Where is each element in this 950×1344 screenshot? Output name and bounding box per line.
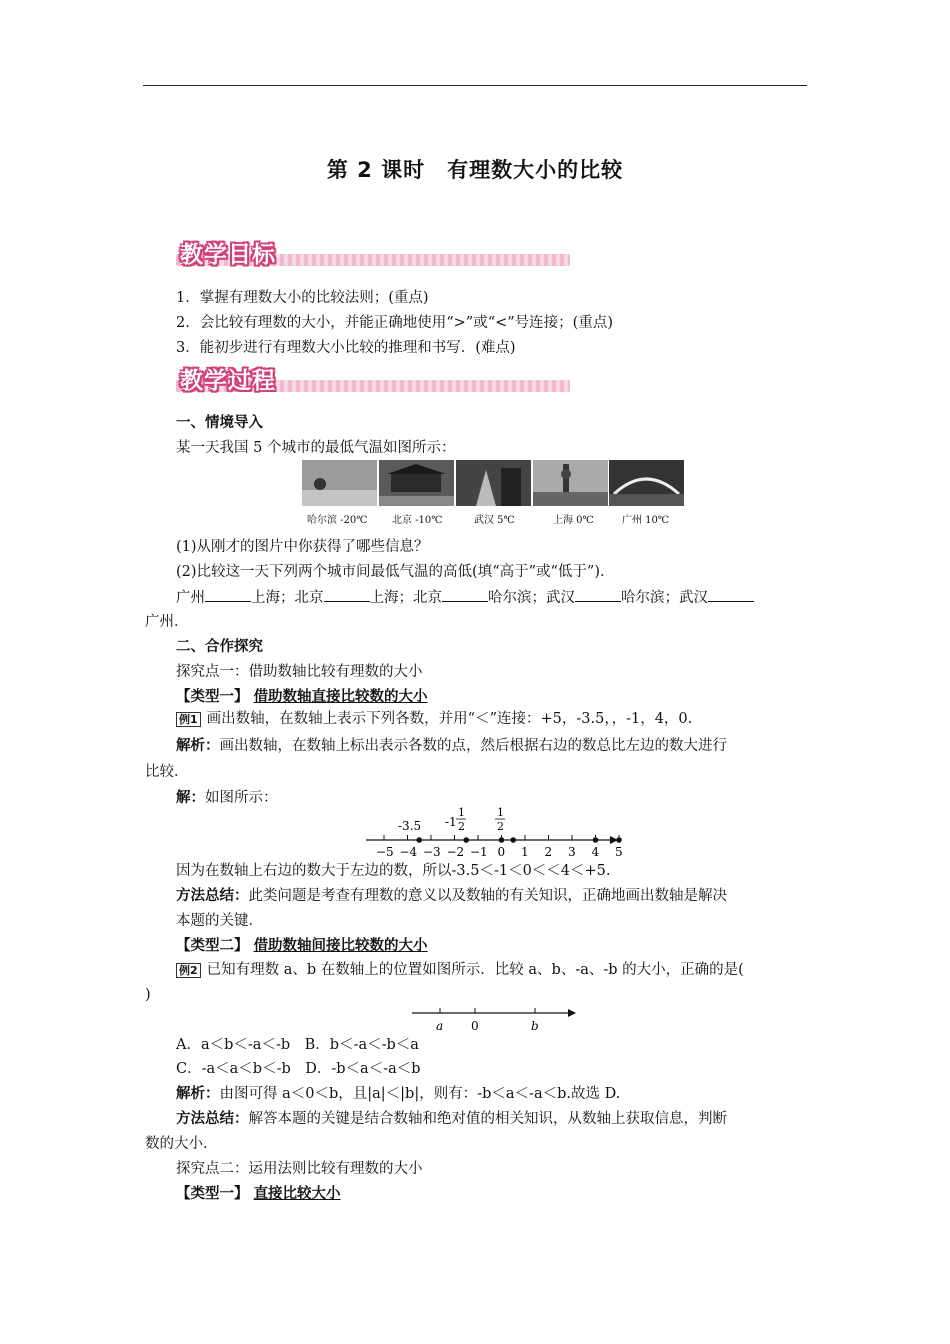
type-tag: 【类型一】 — [176, 1186, 249, 1202]
fill-line-end: 广州． — [145, 614, 189, 630]
label-b: b — [531, 1019, 539, 1033]
data-point — [616, 837, 622, 843]
ex2-method — [176, 1109, 727, 1129]
label-neg-1-half-den: 2 — [458, 820, 465, 833]
banner-label: 教学过程 — [180, 368, 276, 394]
type1-heading — [176, 687, 428, 707]
label-half-num: 1 — [497, 806, 504, 819]
type-tag: 【类型一】 — [176, 689, 249, 705]
label-neg-1-half-whole: -1 — [445, 815, 457, 829]
section1-heading: 一、情境导入 — [176, 415, 263, 431]
section1-intro: 某一天我国 5 个城市的最低气温如图所示： — [176, 440, 456, 456]
ex1-conclusion: 因为在数轴上右边的数大于左边的数，所以-3.5＜-1＜0＜＜4＜+5. — [176, 863, 611, 879]
answer-blank[interactable] — [324, 587, 370, 602]
analysis-text: 画出数轴，在数轴上标出表示各数的点，然后根据右边的数总比左边的数大进行 — [219, 738, 727, 754]
solution-label: 解： — [176, 790, 205, 806]
options-cd: C．-a＜a＜b＜-b D．-b＜a＜-a＜b — [176, 1061, 421, 1077]
example-2 — [176, 960, 744, 980]
point1-heading: 探究点一：借助数轴比较有理数的大小 — [176, 664, 423, 680]
ex1-method — [176, 886, 727, 906]
method-label: 方法总结： — [176, 888, 249, 904]
answer-blank[interactable] — [575, 587, 621, 602]
solution-text: 如图所示： — [205, 790, 278, 806]
caption-shanghai: 上海 0℃ — [553, 515, 594, 526]
tick-label: 5 — [615, 845, 623, 859]
tick-label: −4 — [399, 845, 418, 859]
tick-label: 2 — [544, 845, 553, 859]
wuhan-photo — [456, 460, 531, 506]
tick-label: −1 — [470, 845, 488, 859]
ex1-method-cont: 本题的关键． — [176, 913, 263, 929]
data-point — [510, 837, 516, 843]
fill-text: 上海；北京 — [251, 590, 324, 606]
tick-label: 4 — [591, 845, 600, 859]
data-point — [416, 837, 422, 843]
answer-blank[interactable] — [205, 587, 251, 602]
method-text: 此类问题是考查有理数的意义以及数轴的有关知识，正确地画出数轴是解决 — [248, 888, 727, 904]
example-text: 已知有理数 a、b 在数轴上的位置如图所示．比较 a、b、-a、-b 的大小，正确的是( — [206, 962, 744, 978]
tick-label: −3 — [423, 845, 441, 859]
example-badge: 例1 — [176, 712, 201, 727]
banner-label: 教学目标 — [180, 242, 276, 268]
example-2-cont: ) — [145, 987, 151, 1003]
analysis-text: 由图可得 a＜0＜b，且|a|＜|b|，则有：-b＜a＜-a＜b.故选 D. — [219, 1086, 621, 1102]
analysis-label: 解析： — [176, 1086, 220, 1102]
caption-beijing: 北京 -10℃ — [392, 515, 443, 526]
label-a: a — [436, 1019, 444, 1033]
type-title: 借助数轴间接比较数的大小 — [253, 938, 428, 954]
number-line-2 — [408, 1004, 578, 1034]
ex1-analysis-cont: 比较． — [145, 764, 189, 780]
type-tag: 【类型二】 — [176, 938, 249, 954]
arrow-head — [568, 1009, 576, 1017]
tick-label: 0 — [497, 845, 506, 859]
example-text: 画出数轴，在数轴上表示下列各数，并用“＜”连接：+5，-3.5，，-1，4，0. — [206, 711, 693, 727]
tick-label: 3 — [568, 845, 576, 859]
options-ab: A．a＜b＜-a＜-b B．b＜-a＜-b＜a — [176, 1037, 419, 1053]
method-label: 方法总结： — [176, 1111, 249, 1127]
number-line-1 — [360, 802, 623, 862]
label-half-den: 2 — [497, 820, 504, 833]
caption-guangzhou: 广州 10℃ — [622, 515, 670, 526]
label-neg-1-half-num: 1 — [458, 806, 465, 819]
question-1: (1)从刚才的图片中你获得了哪些信息？ — [176, 539, 429, 555]
fill-text: 哈尔滨；武汉 — [488, 590, 575, 606]
caption-harbin: 哈尔滨 -20℃ — [307, 515, 368, 526]
banner-process — [176, 362, 570, 396]
guangzhou-photo — [609, 460, 684, 506]
label-neg-3-5: -3.5 — [398, 819, 422, 833]
example-badge: 例2 — [176, 963, 201, 978]
banner-goals — [176, 236, 570, 270]
analysis-label: 解析： — [176, 738, 220, 754]
ex1-analysis — [176, 736, 727, 756]
goal-1: 1．掌握有理数大小的比较法则；(重点) — [176, 290, 429, 306]
fill-text: 哈尔滨；武汉 — [621, 590, 708, 606]
fill-line — [176, 587, 754, 608]
shanghai-photo — [533, 460, 608, 506]
data-point — [499, 837, 505, 843]
ex2-method-cont: 数的大小． — [145, 1136, 218, 1152]
fill-text: 上海；北京 — [369, 590, 442, 606]
goal-3: 3．能初步进行有理数大小比较的推理和书写．(难点) — [176, 340, 516, 356]
answer-blank[interactable] — [442, 587, 488, 602]
example-1 — [176, 709, 692, 729]
section2-heading: 二、合作探究 — [176, 639, 263, 655]
method-text: 解答本题的关键是结合数轴和绝对值的相关知识，从数轴上获取信息，判断 — [248, 1111, 727, 1127]
type3-heading — [176, 1184, 341, 1204]
caption-wuhan: 武汉 5℃ — [474, 515, 515, 526]
goal-2: 2．会比较有理数的大小，并能正确地使用“>”或“<”号连接；(重点) — [176, 315, 613, 331]
question-2: (2)比较这一天下列两个城市间最低气温的高低(填“高于”或“低于”)． — [176, 564, 615, 580]
answer-blank[interactable] — [708, 587, 754, 602]
page-title: 第 2 课时 有理数大小的比较 — [326, 158, 624, 182]
label-zero: 0 — [471, 1019, 479, 1033]
header-rule — [143, 85, 807, 86]
tick-label: −2 — [446, 845, 465, 859]
data-point — [593, 837, 599, 843]
ex1-solution — [176, 788, 278, 808]
point2-heading: 探究点二：运用法则比较有理数的大小 — [176, 1161, 423, 1177]
data-point — [463, 837, 469, 843]
ex2-analysis — [176, 1084, 620, 1104]
type2-heading — [176, 936, 428, 956]
type-title: 直接比较大小 — [253, 1186, 341, 1202]
type-title: 借助数轴直接比较数的大小 — [253, 689, 428, 705]
fill-text: 广州 — [176, 590, 205, 606]
harbin-photo — [302, 460, 377, 506]
beijing-photo — [379, 460, 454, 506]
tick-label: −5 — [376, 845, 394, 859]
tick-label: 1 — [521, 845, 529, 859]
